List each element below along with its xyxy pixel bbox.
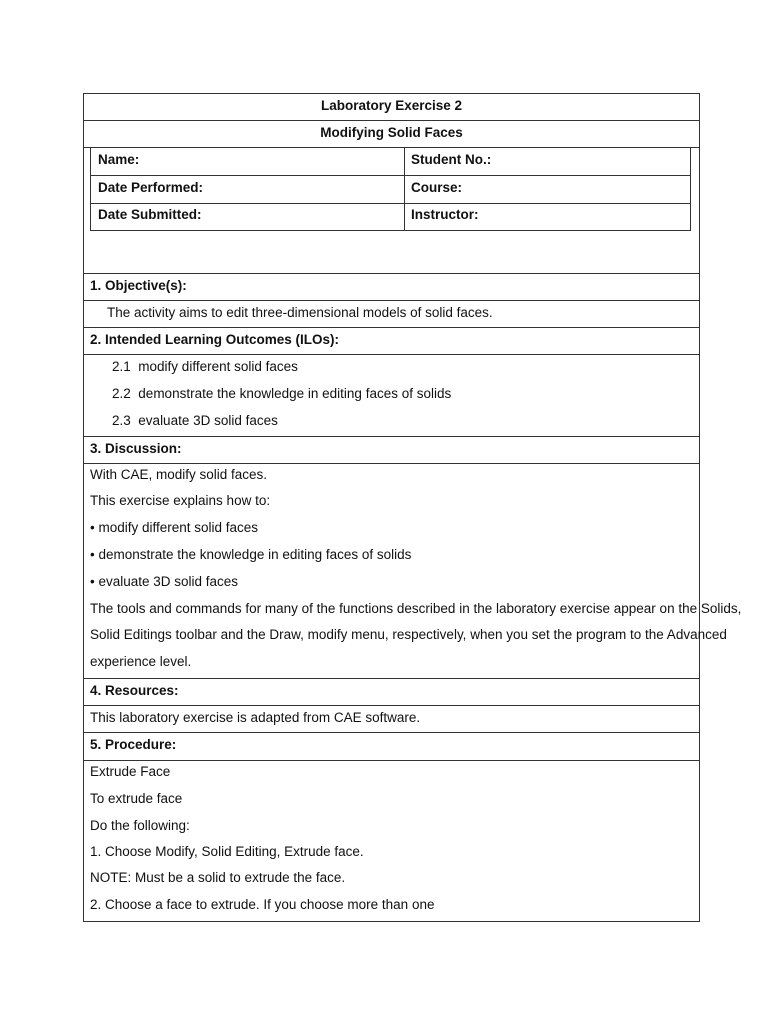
objectives-body-row — [83, 300, 700, 328]
procedure-line: Do the following: — [90, 818, 190, 833]
ilo-number: 2.2 — [112, 386, 131, 401]
lab-subtitle: Modifying Solid Faces — [320, 125, 463, 140]
discussion-paragraph-line: The tools and commands for many of the functions described in the laboratory exercise appear on the Solids, — [90, 601, 742, 616]
ilo-text: demonstrate the knowledge in editing faces of solids — [138, 386, 452, 401]
discussion-line: With CAE, modify solid faces. — [90, 467, 268, 482]
date-performed-label: Date Performed: — [98, 180, 204, 195]
name-label: Name: — [98, 152, 140, 167]
procedure-line: 1. Choose Modify, Solid Editing, Extrude face. — [90, 844, 364, 859]
ilo-item — [112, 386, 451, 401]
ilo-item — [112, 413, 278, 428]
resources-heading: 4. Resources: — [90, 683, 179, 698]
resources-text: This laboratory exercise is adapted from CAE software. — [90, 710, 421, 725]
title-row — [83, 93, 700, 121]
procedure-heading: 5. Procedure: — [90, 737, 177, 752]
discussion-bullet: • evaluate 3D solid faces — [90, 574, 239, 589]
discussion-heading: 3. Discussion: — [90, 441, 182, 456]
discussion-paragraph-line: experience level. — [90, 654, 192, 669]
discussion-line: This exercise explains how to: — [90, 493, 271, 508]
ilo-number: 2.3 — [112, 413, 131, 428]
procedure-body-row — [83, 760, 700, 922]
procedure-line: NOTE: Must be a solid to extrude the face. — [90, 870, 346, 885]
info-section — [83, 147, 700, 274]
ilo-text: modify different solid faces — [138, 359, 298, 374]
resources-body-row — [83, 705, 700, 733]
ilos-heading-row — [83, 327, 700, 355]
objectives-heading-row — [83, 273, 700, 301]
ilo-text: evaluate 3D solid faces — [138, 413, 278, 428]
info-table — [90, 147, 691, 231]
resources-heading-row — [83, 678, 700, 706]
date-submitted-label: Date Submitted: — [98, 207, 202, 222]
ilo-number: 2.1 — [112, 359, 131, 374]
lab-title: Laboratory Exercise 2 — [320, 98, 463, 113]
discussion-bullet: • modify different solid faces — [90, 520, 259, 535]
discussion-paragraph-line: Solid Editings toolbar and the Draw, modify menu, respectively, when you set the program to the Advanced — [90, 627, 727, 642]
procedure-heading-row — [83, 732, 700, 761]
ilo-item — [112, 359, 298, 374]
ilos-body-row — [83, 354, 700, 437]
discussion-body-row — [83, 463, 742, 679]
ilos-heading: 2. Intended Learning Outcomes (ILOs): — [90, 332, 340, 347]
procedure-line: Extrude Face — [90, 764, 171, 779]
discussion-heading-row — [83, 436, 700, 464]
course-label: Course: — [411, 180, 463, 195]
objectives-heading: 1. Objective(s): — [90, 278, 187, 293]
procedure-line: To extrude face — [90, 791, 183, 806]
discussion-bullet: • demonstrate the knowledge in editing faces of solids — [90, 547, 412, 562]
subtitle-row — [83, 120, 700, 148]
procedure-line: 2. Choose a face to extrude. If you choose more than one — [90, 897, 435, 912]
student-no-label: Student No.: — [411, 152, 492, 167]
instructor-label: Instructor: — [411, 207, 479, 222]
objectives-text: The activity aims to edit three-dimensional models of solid faces. — [107, 305, 493, 320]
